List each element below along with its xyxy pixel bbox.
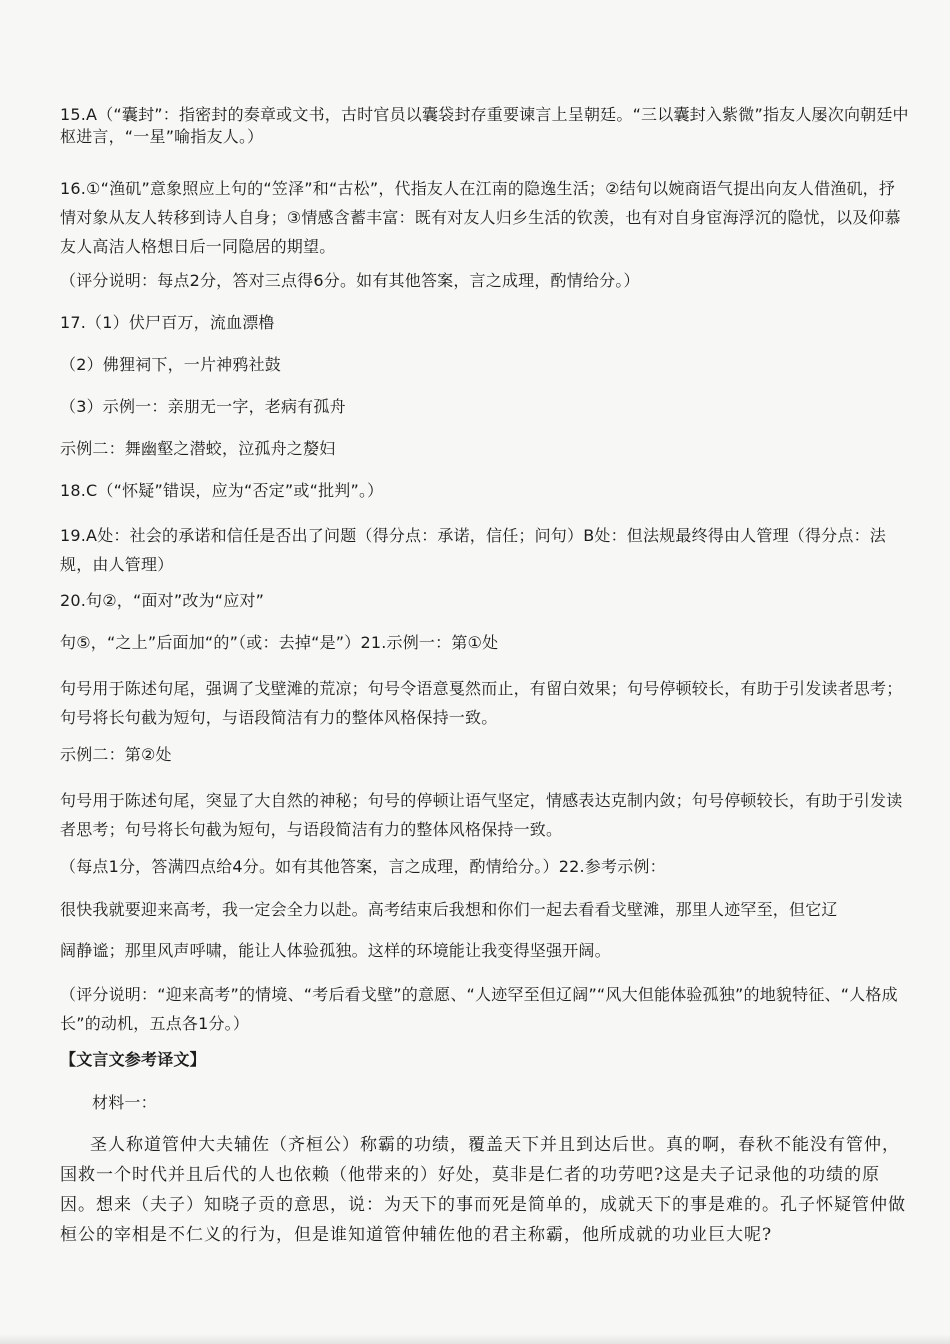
answer-17-2: （2）佛狸祠下，一片神鸦社鼓 — [60, 355, 281, 374]
answer-17-1: 17.（1）伏尸百万，流血漂橹 — [60, 313, 275, 332]
translation-heading: 【文言文参考译文】 — [60, 1050, 206, 1069]
answer-22-scoring: （评分说明：“迎来高考”的情境、“考后看戈壁”的意愿、“人迹罕至但辽阔”“风大但能体验孤独”的地貌特征、“人格成长”的动机，五点各1分。） — [60, 985, 898, 1033]
answer-21-example-1: 句号用于陈述句尾，强调了戈壁滩的荒凉；句号令语意戛然而止，有留白效果；句号停顿较长，有助于引发读者思考；句号将长句截为短句，与语段简洁有力的整体风格保持一致。 — [60, 679, 903, 727]
answer-20-2: 句⑤，“之上”后面加“的”（或：去掉“是”）21.示例一：第①处 — [60, 633, 499, 652]
answer-21-scoring: （每点1分，答满四点给4分。如有其他答案，言之成理，酌情给分。）22.参考示例： — [60, 857, 666, 876]
answer-20-1: 20.句②，“面对”改为“应对” — [60, 591, 265, 610]
answer-15: 15.A（“囊封”：指密封的奏章或文书，古时官员以囊袋封存重要谏言上呈朝廷。“三以囊封入紫微”指友人屡次向朝廷中枢进言，“一星”喻指友人。） — [60, 105, 909, 146]
answer-22-line-2: 阔静谧；那里风声呼啸，能让人体验孤独。这样的环境能让我变得坚强开阔。 — [60, 941, 611, 960]
material-1-label: 材料一： — [92, 1093, 157, 1112]
answer-21-example-2: 句号用于陈述句尾，突显了大自然的神秘；句号的停顿让语气坚定，情感表达克制内敛；句号停顿较长，有助于引发读者思考；句号将长句截为短句，与语段简洁有力的整体风格保持一致。 — [60, 791, 903, 839]
answer-17-3: （3）示例一：亲朋无一字，老病有孤舟 — [60, 397, 346, 416]
answer-18: 18.C（“怀疑”错误，应为“否定”或“批判”。） — [60, 481, 384, 500]
answer-21-example-2-title: 示例二：第②处 — [60, 745, 172, 764]
answer-16: 16.①“渔矶”意象照应上句的“笠泽”和“古松”，代指友人在江南的隐逸生活；②结句以婉商语气提出向友人借渔矶，抒情对象从友人转移到诗人自身；③情感含蓄丰富：既有对友人归乡生活的钦羡，也有对自身宦海浮沉的隐忧，以及仰慕友人高洁人格想日后一同隐居的期望。 — [60, 179, 901, 256]
answer-16-scoring: （评分说明：每点2分，答对三点得6分。如有其他答案，言之成理，酌情给分。） — [60, 271, 640, 290]
answer-19: 19.A处：社会的承诺和信任是否出了问题（得分点：承诺，信任；问句）B处：但法规最终得由人管理（得分点：法规，由人管理） — [60, 526, 886, 574]
answer-22-line-1: 很快我就要迎来高考，我一定会全力以赴。高考结束后我想和你们一起去看看戈壁滩，那里人迹罕至，但它辽 — [60, 900, 838, 919]
translation-paragraph: 圣人称道管仲大夫辅佐（齐桓公）称霸的功绩，覆盖天下并且到达后世。真的啊，春秋不能没有管仲，国救一个时代并且后代的人也依赖（他带来的）好处，莫非是仁者的功劳吧?这是夫子记录他的功绩的原因。想来（夫子）知晓子贡的意思，说：为天下的事而死是简单的，成就天下的事是难的。孔子怀疑管仲做桓公的宰相是不仁义的行为，但是谁知道管仲辅佐他的君主称霸，他所成就的功业巨大呢? — [60, 1135, 906, 1245]
scan-shadow — [0, 1334, 950, 1344]
answer-17-example-2: 示例二：舞幽壑之潜蛟，泣孤舟之嫠妇 — [60, 439, 336, 458]
